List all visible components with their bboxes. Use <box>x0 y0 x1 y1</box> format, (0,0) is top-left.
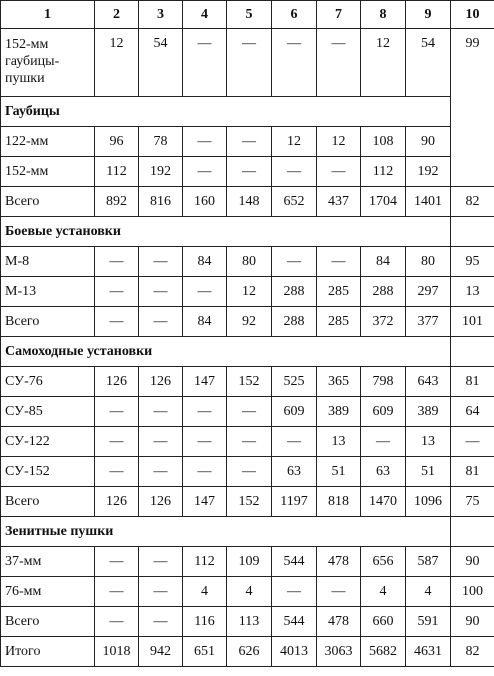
row-label: СУ-76 <box>1 367 95 397</box>
section-heading: Самоходные установки <box>1 337 451 367</box>
header-cell: 2 <box>95 1 139 29</box>
table-cell: 84 <box>183 247 227 277</box>
table-cell: 544 <box>272 607 317 637</box>
row-label: СУ-122 <box>1 427 95 457</box>
table-cell: — <box>227 29 272 97</box>
table-cell: 587 <box>406 547 451 577</box>
table-cell: — <box>139 307 183 337</box>
table-cell: 90 <box>451 547 494 577</box>
table-cell: — <box>451 427 494 457</box>
table-cell: 90 <box>406 127 451 157</box>
table-cell: 365 <box>317 367 361 397</box>
table-cell: 13 <box>451 277 494 307</box>
table-cell: 80 <box>227 247 272 277</box>
table-cell: — <box>95 547 139 577</box>
table-cell: 90 <box>451 607 494 637</box>
table-cell: 660 <box>361 607 406 637</box>
table-cell: 148 <box>227 187 272 217</box>
table-cell: 192 <box>406 157 451 187</box>
table-cell: — <box>139 277 183 307</box>
table-cell: — <box>139 247 183 277</box>
table-cell: 4 <box>406 577 451 607</box>
table-cell: 1401 <box>406 187 451 217</box>
table-cell: 80 <box>406 247 451 277</box>
table-row <box>1 157 494 187</box>
table-cell: 437 <box>317 187 361 217</box>
table-cell: 285 <box>317 277 361 307</box>
table-cell: — <box>95 307 139 337</box>
table-cell: 95 <box>451 247 494 277</box>
table-cell: — <box>317 29 361 97</box>
table-cell: 112 <box>361 157 406 187</box>
table-cell: 152 <box>227 487 272 517</box>
table-cell: 651 <box>183 637 227 667</box>
table-cell: 160 <box>183 187 227 217</box>
table-cell: 377 <box>406 307 451 337</box>
table-cell: 109 <box>227 547 272 577</box>
table-cell: 942 <box>139 637 183 667</box>
table-cell: 4631 <box>406 637 451 667</box>
table-cell: — <box>227 127 272 157</box>
table-cell: 54 <box>139 29 183 97</box>
table-cell: — <box>139 427 183 457</box>
table-cell: — <box>227 157 272 187</box>
table-cell: 816 <box>139 187 183 217</box>
header-cell: 1 <box>1 1 95 29</box>
header-cell: 9 <box>406 1 451 29</box>
table-cell: 81 <box>451 367 494 397</box>
table-cell: — <box>227 397 272 427</box>
table-cell: — <box>272 427 317 457</box>
table-row <box>1 127 494 157</box>
table-cell: 116 <box>183 607 227 637</box>
table-cell: 92 <box>227 307 272 337</box>
header-row <box>1 1 494 29</box>
row-label: Итого <box>1 637 95 667</box>
table-cell: 1197 <box>272 487 317 517</box>
table-cell: 81 <box>451 457 494 487</box>
table-cell: 818 <box>317 487 361 517</box>
table-cell: — <box>139 607 183 637</box>
table-cell: 101 <box>451 307 494 337</box>
table-cell: 63 <box>272 457 317 487</box>
table-cell: 892 <box>95 187 139 217</box>
table-cell: 609 <box>361 397 406 427</box>
row-label: СУ-85 <box>1 397 95 427</box>
table-cell: 51 <box>406 457 451 487</box>
table-cell: 82 <box>451 187 494 217</box>
table-cell: 12 <box>227 277 272 307</box>
table-cell: 591 <box>406 607 451 637</box>
table-row <box>1 187 494 217</box>
table-row <box>1 577 494 607</box>
table-cell: 12 <box>95 29 139 97</box>
row-label: 152-мм <box>1 157 95 187</box>
table-cell: 108 <box>361 127 406 157</box>
table-cell: 126 <box>139 487 183 517</box>
table-cell: 544 <box>272 547 317 577</box>
row-label: Всего <box>1 487 95 517</box>
table-cell: 389 <box>317 397 361 427</box>
table-cell: 152 <box>227 367 272 397</box>
table-cell: 112 <box>95 157 139 187</box>
table-cell: — <box>227 457 272 487</box>
table-cell: — <box>227 427 272 457</box>
section-heading: Зенитные пушки <box>1 517 451 547</box>
table-cell: — <box>139 397 183 427</box>
table-cell: 285 <box>317 307 361 337</box>
header-cell: 5 <box>227 1 272 29</box>
table-cell: 12 <box>361 29 406 97</box>
table-cell: — <box>139 547 183 577</box>
table-cell: — <box>95 427 139 457</box>
table-cell: 609 <box>272 397 317 427</box>
table-cell: 297 <box>406 277 451 307</box>
table-row <box>1 607 494 637</box>
table-cell: 5682 <box>361 637 406 667</box>
section-row <box>1 217 494 247</box>
table-cell: — <box>183 29 227 97</box>
table-cell: 126 <box>95 487 139 517</box>
table-cell: 1018 <box>95 637 139 667</box>
row-label: СУ-152 <box>1 457 95 487</box>
table-cell: 372 <box>361 307 406 337</box>
header-cell: 8 <box>361 1 406 29</box>
row-label: Всего <box>1 307 95 337</box>
table-row <box>1 29 494 97</box>
header-cell: 6 <box>272 1 317 29</box>
table-cell: 63 <box>361 457 406 487</box>
row-label: 37-мм <box>1 547 95 577</box>
table-cell: — <box>139 457 183 487</box>
table-cell: 64 <box>451 397 494 427</box>
row-label: 122-мм <box>1 127 95 157</box>
table-cell: 1096 <box>406 487 451 517</box>
table-cell: 1470 <box>361 487 406 517</box>
table-cell: — <box>183 427 227 457</box>
table-cell: — <box>183 127 227 157</box>
table-cell: 147 <box>183 367 227 397</box>
table-cell: 84 <box>361 247 406 277</box>
table-cell: 656 <box>361 547 406 577</box>
row-label: 152-мм гаубицы-пушки <box>1 29 95 97</box>
table-cell: 4 <box>361 577 406 607</box>
table-cell: — <box>317 157 361 187</box>
table-cell: 112 <box>183 547 227 577</box>
table-cell: 288 <box>361 277 406 307</box>
table-cell: 4 <box>183 577 227 607</box>
table-cell: 643 <box>406 367 451 397</box>
table-cell: — <box>361 427 406 457</box>
table-cell: 652 <box>272 187 317 217</box>
table-cell: — <box>317 247 361 277</box>
table-cell: 3063 <box>317 637 361 667</box>
table-row <box>1 427 494 457</box>
table-cell: 525 <box>272 367 317 397</box>
header-cell: 4 <box>183 1 227 29</box>
table-cell: — <box>95 277 139 307</box>
table-cell: 96 <box>95 127 139 157</box>
table-cell: 288 <box>272 277 317 307</box>
table-cell: 192 <box>139 157 183 187</box>
table-cell: 75 <box>451 487 494 517</box>
table-cell: 4013 <box>272 637 317 667</box>
section-heading: Боевые установки <box>1 217 451 247</box>
table-cell: — <box>272 247 317 277</box>
table-row <box>1 487 494 517</box>
table-body <box>1 1 494 667</box>
table-cell: — <box>95 457 139 487</box>
table-cell: — <box>272 577 317 607</box>
header-cell: 3 <box>139 1 183 29</box>
table-cell: 78 <box>139 127 183 157</box>
table-cell: 100 <box>451 577 494 607</box>
table-cell: — <box>317 577 361 607</box>
table-cell: — <box>183 157 227 187</box>
table-row <box>1 247 494 277</box>
table-cell: 478 <box>317 547 361 577</box>
table-cell: — <box>272 157 317 187</box>
table-cell: 147 <box>183 487 227 517</box>
table-cell: 13 <box>317 427 361 457</box>
table-cell: 478 <box>317 607 361 637</box>
table-cell: 798 <box>361 367 406 397</box>
row-label: 76-мм <box>1 577 95 607</box>
table-row <box>1 307 494 337</box>
table-cell: 51 <box>317 457 361 487</box>
section-row <box>1 517 494 547</box>
row-label: Всего <box>1 607 95 637</box>
table-cell: — <box>95 577 139 607</box>
section-row <box>1 337 494 367</box>
table-cell: 126 <box>139 367 183 397</box>
table-cell: — <box>272 29 317 97</box>
row-label: М-8 <box>1 247 95 277</box>
table-cell: 12 <box>272 127 317 157</box>
table-cell: — <box>183 457 227 487</box>
table-cell: — <box>183 397 227 427</box>
header-cell: 10 <box>451 1 494 29</box>
table-cell: 113 <box>227 607 272 637</box>
table-row <box>1 277 494 307</box>
table-cell: 82 <box>451 637 494 667</box>
section-heading: Гаубицы <box>1 97 451 127</box>
table-cell: 1704 <box>361 187 406 217</box>
table-cell: — <box>95 247 139 277</box>
section-row <box>1 97 494 127</box>
table-cell: 626 <box>227 637 272 667</box>
table-row <box>1 637 494 667</box>
table-row <box>1 547 494 577</box>
table-cell: — <box>139 577 183 607</box>
table-row <box>1 397 494 427</box>
header-cell: 7 <box>317 1 361 29</box>
table-cell: 54 <box>406 29 451 97</box>
row-label: Всего <box>1 187 95 217</box>
table-row <box>1 457 494 487</box>
table-cell: — <box>95 607 139 637</box>
table-cell: 99 <box>451 29 494 187</box>
row-label: М-13 <box>1 277 95 307</box>
table-cell: 13 <box>406 427 451 457</box>
table-cell: 288 <box>272 307 317 337</box>
table-cell: 126 <box>95 367 139 397</box>
table-cell: 4 <box>227 577 272 607</box>
table-row <box>1 367 494 397</box>
table-cell: 389 <box>406 397 451 427</box>
table-cell: — <box>183 277 227 307</box>
table-cell: — <box>95 397 139 427</box>
table-cell: 84 <box>183 307 227 337</box>
table-cell: 12 <box>317 127 361 157</box>
